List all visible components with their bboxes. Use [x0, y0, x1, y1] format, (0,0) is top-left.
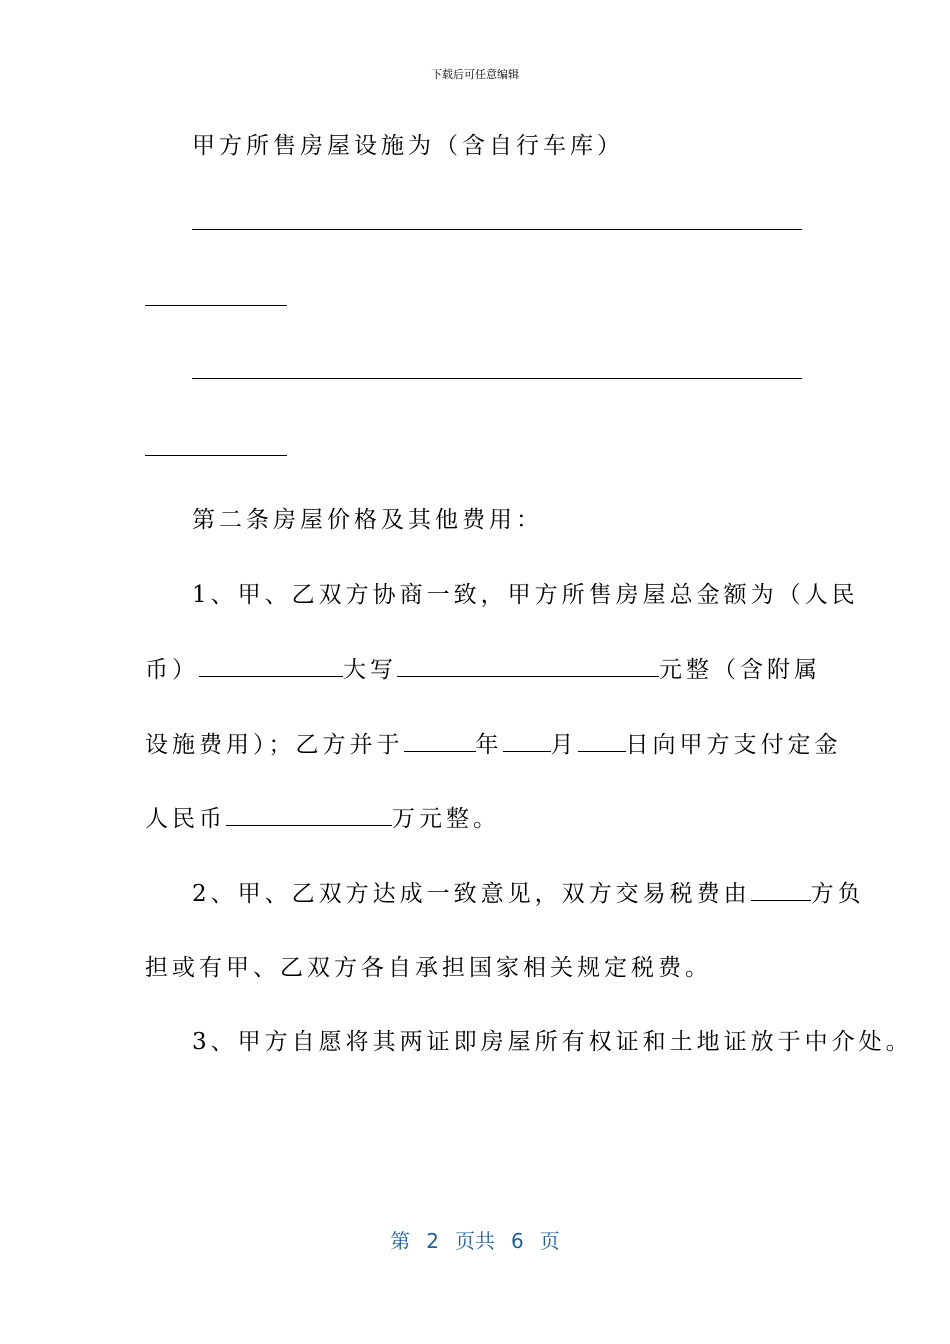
- clause-1-line-2: [145, 654, 821, 685]
- clause-2-line-2: 担或有甲、乙双方各自承担国家相关规定税费。: [145, 955, 712, 981]
- section-2-title: 第二条房屋价格及其他费用：: [192, 507, 543, 533]
- text-segment: 2、甲、乙双方达成一致意见，双方交易税费由: [192, 881, 751, 907]
- blank-party: [751, 878, 811, 901]
- blank-deposit: [226, 803, 392, 826]
- fill-in-line: [192, 378, 802, 379]
- blank-day: [578, 729, 626, 752]
- clause-1-line-4: [145, 803, 500, 834]
- footer-prefix: 第: [390, 1229, 411, 1253]
- blank-amount-words: [397, 654, 659, 677]
- text-segment: 方负: [810, 881, 865, 907]
- footer-page-number: 2: [426, 1229, 439, 1253]
- footer-mid: 页共: [455, 1229, 495, 1253]
- blank-year: [404, 729, 476, 752]
- blank-amount: [199, 654, 343, 677]
- page-header: 下载后可任意编辑: [431, 68, 519, 81]
- clause-1-line-1: 1、甲、乙双方协商一致，甲方所售房屋总金额为（人民: [192, 582, 859, 608]
- text-segment: 年: [475, 732, 503, 758]
- fill-in-line: [192, 229, 802, 230]
- blank-month: [503, 729, 551, 752]
- fill-in-line: [145, 455, 287, 456]
- clause-1-line-3: [145, 729, 842, 760]
- fill-in-line: [145, 305, 287, 306]
- text-segment: 万元整。: [392, 806, 500, 832]
- clause-3-line: 3、甲方自愿将其两证即房屋所有权证和土地证放于中介处。: [192, 1029, 913, 1055]
- text-segment: 元整（含附属: [659, 657, 821, 683]
- text-segment: 人民币: [145, 806, 226, 832]
- facilities-line: 甲方所售房屋设施为（含自行车库）: [192, 133, 624, 159]
- text-segment: 月: [550, 732, 578, 758]
- text-segment: 日向甲方支付定金: [625, 732, 842, 758]
- page-footer: [0, 1225, 950, 1254]
- text-segment: 大写: [343, 657, 397, 683]
- footer-total-pages: 6: [511, 1229, 524, 1253]
- text-segment: 设施费用）；乙方并于: [145, 732, 404, 758]
- text-segment: 币）: [145, 657, 199, 683]
- clause-2-line-1: [192, 878, 865, 909]
- footer-suffix: 页: [539, 1229, 560, 1253]
